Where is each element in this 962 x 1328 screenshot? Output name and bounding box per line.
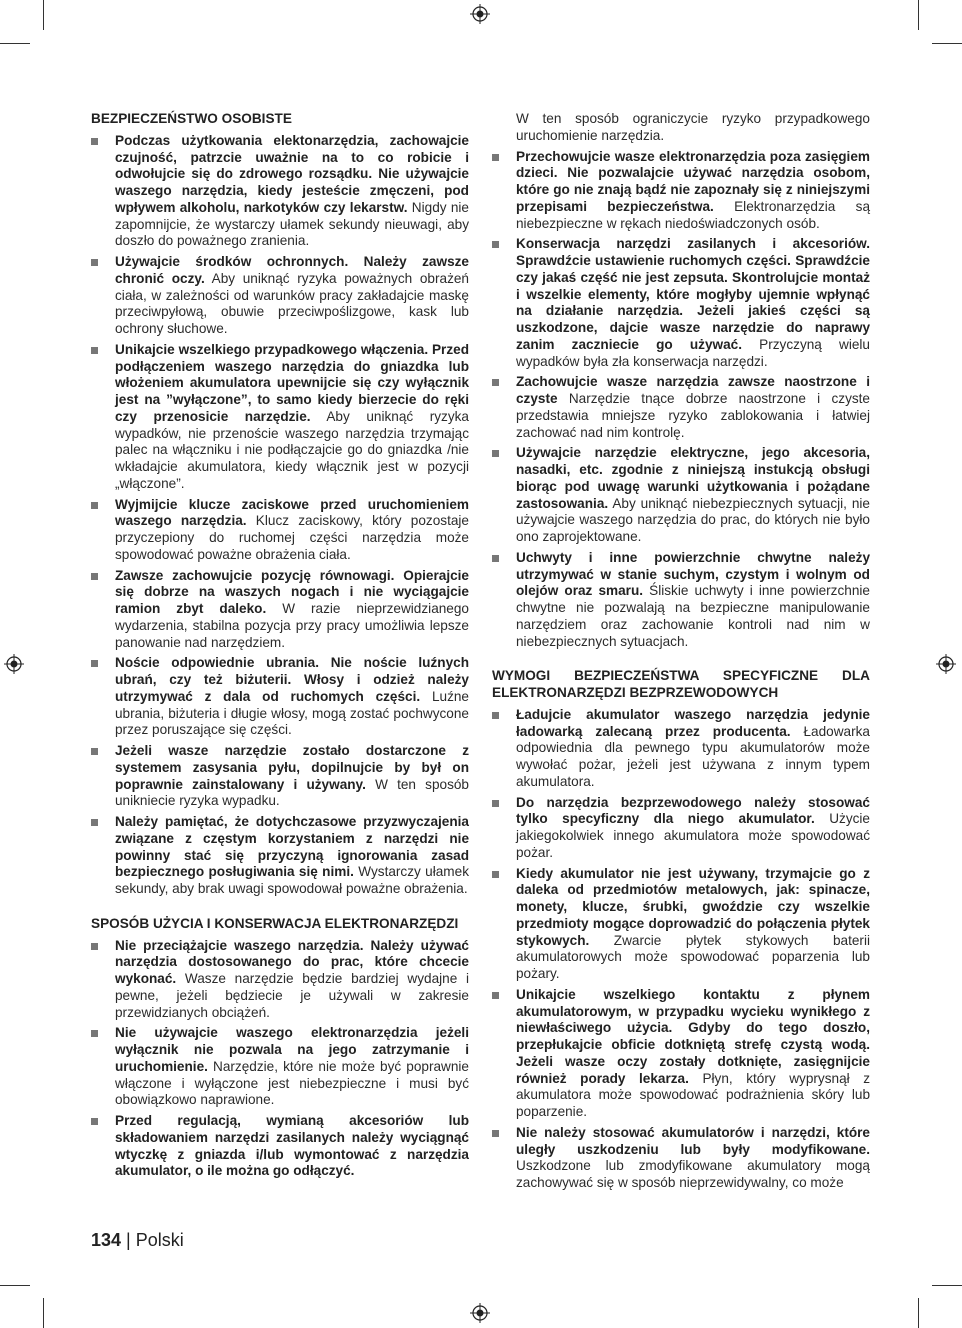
list-item — [492, 149, 870, 233]
bullet-square-icon — [492, 450, 499, 457]
bullet-square-icon — [492, 154, 499, 161]
registration-mark-icon — [936, 654, 956, 674]
bullet-square-icon — [91, 138, 98, 145]
item-bold-text: Wyjmijcie klucze zaciskowe przed uruchomieniem waszego narzędzia. — [115, 496, 469, 529]
bullet-square-icon — [492, 712, 499, 719]
list-item — [492, 795, 870, 862]
right-column — [492, 111, 870, 1196]
section-heading: WYMOGI BEZPIECZEŃSTWA SPECYFICZNE DLA ELEKTRONARZĘDZI BEZPRZEWODOWYCH — [492, 668, 870, 700]
crop-mark — [0, 43, 30, 44]
list-item — [91, 938, 469, 1022]
bullet-square-icon — [91, 347, 98, 354]
list-item — [91, 1025, 469, 1109]
crop-mark — [918, 0, 919, 30]
item-bold-text: Uchwyty i inne powierzchnie chwytne należy utrzymywać w stanie suchym, czystym i wolnym od olejów oraz smaru. — [516, 549, 870, 599]
bullet-square-icon — [492, 241, 499, 248]
bullet-square-icon — [91, 1118, 98, 1125]
crop-mark — [932, 43, 962, 44]
crop-mark — [918, 1298, 919, 1328]
item-body-text: Wasze narzędzie będzie bardziej wydajne i pewne, jeżeli będziecie je używali w zakresie przewidzianych obciążeń. — [115, 971, 469, 1020]
list-item — [91, 568, 469, 652]
bullet-square-icon — [91, 660, 98, 667]
item-body-text: Użycie jakiegokolwiek innego akumulatora może spowodować pożar. — [516, 811, 870, 860]
item-body-text: W ten sposób unikniecie ryzyka wypadku. — [115, 776, 469, 809]
continued-paragraph: W ten sposób ograniczycie ryzyko przypadkowego uruchomienie narzędzia. — [516, 111, 870, 143]
item-body-text: Elektronarzędzia są niebezpieczne w rękach niedoświadczonych osób. — [516, 198, 870, 231]
item-bold-text: Nie przeciążajcie waszego narzędzia. Należy używać narzędzia dostosowanego do prac, które chcecie wykonać. — [115, 937, 469, 986]
item-body-text: W razie nieprzewidzianego wydarzenia, stabilna pozycja przy pracy umożliwia lepsze panowanie nad narzędziem. — [115, 601, 469, 650]
list-item — [492, 550, 870, 651]
item-body-text: Ładowarka odpowiednia dla pewnego typu akumulatorów może wywołać pożar, jeżeli jest używana z innym typem akumulatora. — [516, 723, 870, 789]
list-item — [492, 1125, 870, 1192]
list-item — [492, 445, 870, 546]
crop-mark — [0, 1285, 30, 1286]
list-item — [91, 342, 469, 493]
footer-separator: | — [121, 1230, 136, 1250]
crop-mark — [43, 1298, 44, 1328]
item-bold-text: Unikajcie wszelkiego przypadkowego włączenia. Przed podłączeniem waszego narzędzia do gniazdka lub włożeniem akumulatora upewnijcie się czy wyłącznik jest na ”wyłączone”, to samo kiedy bierzecie do ręki czy przenosicie narzędzie. — [115, 341, 469, 424]
bullet-square-icon — [91, 819, 98, 826]
item-body-text: Aby uniknąć niebezpiecznych sytuacji, nie używajcie waszego narzędzia do prac, do których nie było ono zaprojektowane. — [516, 495, 870, 544]
item-bold-text: Używajcie środków ochronnych. Należy zawsze chronić oczy. — [115, 254, 469, 286]
item-body-text: Luźne ubrania, biżuteria i długie włosy, mogą zostać pochwycone przez poruszające się części. — [115, 688, 469, 738]
item-body-text: Śliskie uchwyty i inne powierzchnie chwytne nie pozwalają na bezpieczne manipulowanie narzędziem oraz zachowanie kontroli nad nim w niebezpiecznych sytuacjach. — [516, 583, 870, 649]
item-bold-text: Noście odpowiednie ubrania. Nie noście luźnych ubrań, czy też biżuterii. Włosy i odzież należy utrzymywać z dala od ruchomych części. — [115, 655, 469, 704]
item-bold-text: Używajcie narzędzie elektryczne, jego akcesoria, nasadki, etc. zgodnie z niniejszą instukcją obsługi biorąc pod uwagę warunki użytkowania i pożądane zastosowania. — [516, 445, 870, 511]
bullet-square-icon — [91, 502, 98, 509]
item-body-text: Narzędzie, które nie może być poprawnie włączone i wyłączone jest niebezpieczne i musi być obowiązkowo naprawione. — [115, 1058, 469, 1108]
list-item — [91, 1113, 469, 1180]
list-item — [492, 236, 870, 370]
item-bold-text: Zachowujcie wasze narzędzia zawsze naostrzone i czyste — [516, 374, 870, 406]
list-item — [91, 814, 469, 898]
list-item — [492, 866, 870, 983]
item-bold-text: Należy pamiętać, że dotychczasowe przyzwyczajenia związane z częstym korzystaniem z narzędzi nie powinny stać się przyczyną ignorowania zasad bezpiecznego posługiwania się nimi. — [115, 814, 469, 880]
crop-mark — [43, 0, 44, 30]
list-item — [91, 497, 469, 564]
bullet-square-icon — [492, 379, 499, 386]
list-item — [492, 374, 870, 441]
item-body-text: Nigdy nie zapomnijcie, że wystarczy ułamek sekundy nieuwagi, aby doszło do poważnego zranienia. — [115, 199, 469, 249]
item-bold-text: Przechowujcie wasze elektronarzędzia poza zasięgiem dzieci. Nie pozwalajcie używać narzędzia osobom, które go nie znają bądź nie zapoznały się z niniejszymi przepisami bezpieczeństwa. — [516, 148, 870, 214]
item-body-text: Klucz zaciskowy, który pozostaje przyczepiony do ruchomej części narzędzia może spowodować poważne obrażenia ciała. — [115, 513, 469, 562]
item-bold-text: Jeżeli wasze narzędzie zostało dostarczone z systemem zasysania pyłu, dopilnujcie by był on poprawnie zainstalowany i używany. — [115, 743, 469, 792]
bullet-square-icon — [492, 992, 499, 999]
bullet-square-icon — [91, 748, 98, 755]
list-item — [91, 655, 469, 739]
registration-mark-icon — [4, 654, 24, 674]
list-item — [492, 707, 870, 791]
item-bold-text: Kiedy akumulator nie jest używany, trzymajcie go z daleka od przedmiotów metalowych, jak: spinacze, monety, klucze, śrubki, gwoździe czy wszelkie przedmioty mogące doprowadzić do połączenia płytek stykowych. — [516, 865, 870, 948]
page-number: 134 — [91, 1230, 122, 1250]
bullet-square-icon — [91, 943, 98, 950]
item-bold-text: Podczas użytkowania elektonarzędzia, zachowajcie czujność, patrzcie uważnie na to co robicie i odwołujcie się do zdrowego rozsądku. Nie używajcie waszego narzędzia, kiedy jesteście zmęczeni, pod wpływem alkoholu, narkotyków czy lekarstw. — [115, 132, 469, 215]
section-heading: BEZPIECZEŃSTWO OSOBISTE — [91, 111, 292, 126]
crop-mark — [932, 1285, 962, 1286]
item-body-text: Aby uniknąć ryzyka wypadków, nie przenoście waszego narzędzia trzymając palec na włączniku i nie podłączajcie go do gniazdka /nie wkładajcie akumulatora, kiedy włącznik jest w pozycji „włączone”. — [115, 408, 469, 491]
left-column — [91, 111, 469, 1184]
list-item — [91, 254, 469, 338]
item-body-text: Narzędzie tnące dobrze naostrzone i czyste przedstawia mniejsze ryzyko zablokowania i łatwiej zachować nad nim kontrolę. — [516, 391, 870, 440]
item-bold-text: Do narzędzia bezprzewodowego należy stosować tylko specyficzny dla niego akumulator. — [516, 794, 870, 827]
section-heading: SPOSÓB UŻYCIA I KONSERWACJA ELEKTRONARZĘDZI — [91, 915, 459, 931]
item-body-text: Zwarcie płytek stykowych baterii akumulatorowych może spowodować poparzenia lub pożary. — [516, 932, 870, 981]
item-bold-text: Konserwacja narzędzi zasilanych i akcesoriów. Sprawdźcie ustawienie ruchomych części. Sprawdźcie czy jakaś część nie jest zepsuta. Skontrolujcie montaż i wszelkie elementy, które mogłyby ujemnie wpłynąć na działanie narzędzia. Jeżeli jakieś części są uszkodzone, dajcie wasze narzędzie do naprawy zanim zaczniecie go używać. — [516, 236, 870, 352]
list-item — [492, 987, 870, 1121]
item-body-text: Aby uniknąć ryzyka poważnych obrażeń ciała, w zależności od warunków pracy zakładajcie maskę przeciwpyłową, obuwie przeciwpoślizgowe, kask lub ochrony słuchowe. — [115, 270, 469, 336]
item-bold-text: Nie należy stosować akumulatorów i narzędzi, które uległy uszkodzeniu lub były modyfikowane. — [516, 1124, 870, 1157]
registration-mark-icon — [470, 1303, 490, 1323]
item-body-text: Wystarczy ułamek sekundy, aby brak uwagi spowodował poważne obrażenia. — [115, 864, 469, 896]
list-item — [91, 133, 469, 250]
item-bold-text: Unikajcie wszelkiego kontaktu z płynem akumulatorowym, w przypadku wycieku wynikłego z niewłaściwego użycia. Gdyby do tego doszło, przepłukajcie obficie dotkniętą strefę czystą wodą. Jeżeli wasze oczy zostały dotknięte, zasięgnijcie również porady lekarza. — [516, 986, 870, 1086]
item-bold-text: Przed regulacją, wymianą akcesoriów lub składowaniem narzędzi zasilanych należy wyciągnąć wtyczkę z gniazda i/lub wymontować z narzędzia akumulator, o ile można go odłączyć. — [115, 1113, 469, 1179]
bullet-square-icon — [492, 871, 499, 878]
bullet-square-icon — [91, 573, 98, 580]
bullet-square-icon — [492, 555, 499, 562]
page-footer — [91, 1230, 184, 1251]
item-body-text: Płyn, który wyprysnął z akumulatora może spowodować podrażnienia skóry lub poparzenie. — [516, 1070, 870, 1119]
item-bold-text: Ładujcie akumulator waszego narzędzia jedynie ładowarką zalecaną przez producenta. — [516, 706, 870, 739]
bullet-square-icon — [492, 1130, 499, 1137]
bullet-square-icon — [492, 800, 499, 807]
item-body-text: Uszkodzone lub zmodyfikowane akumulatory mogą zachowywać się w sposób nieprzewidywalny, co może — [516, 1158, 870, 1190]
list-item — [91, 743, 469, 810]
registration-mark-icon — [470, 4, 490, 24]
footer-language: Polski — [135, 1230, 184, 1250]
item-bold-text: Zawsze zachowujcie pozycję równowagi. Opierajcie się dobrze na waszych nogach i nie wyciągajcie ramion zbyt daleko. — [115, 567, 469, 616]
bullet-square-icon — [91, 1030, 98, 1037]
item-body-text: Przyczyną wielu wypadków była zła konserwacja narzędzi. — [516, 336, 870, 369]
bullet-square-icon — [91, 259, 98, 266]
item-bold-text: Nie używajcie waszego elektronarzędzia jeżeli wyłącznik nie pozwala na jego zatrzymanie i uruchomienie. — [115, 1025, 469, 1074]
